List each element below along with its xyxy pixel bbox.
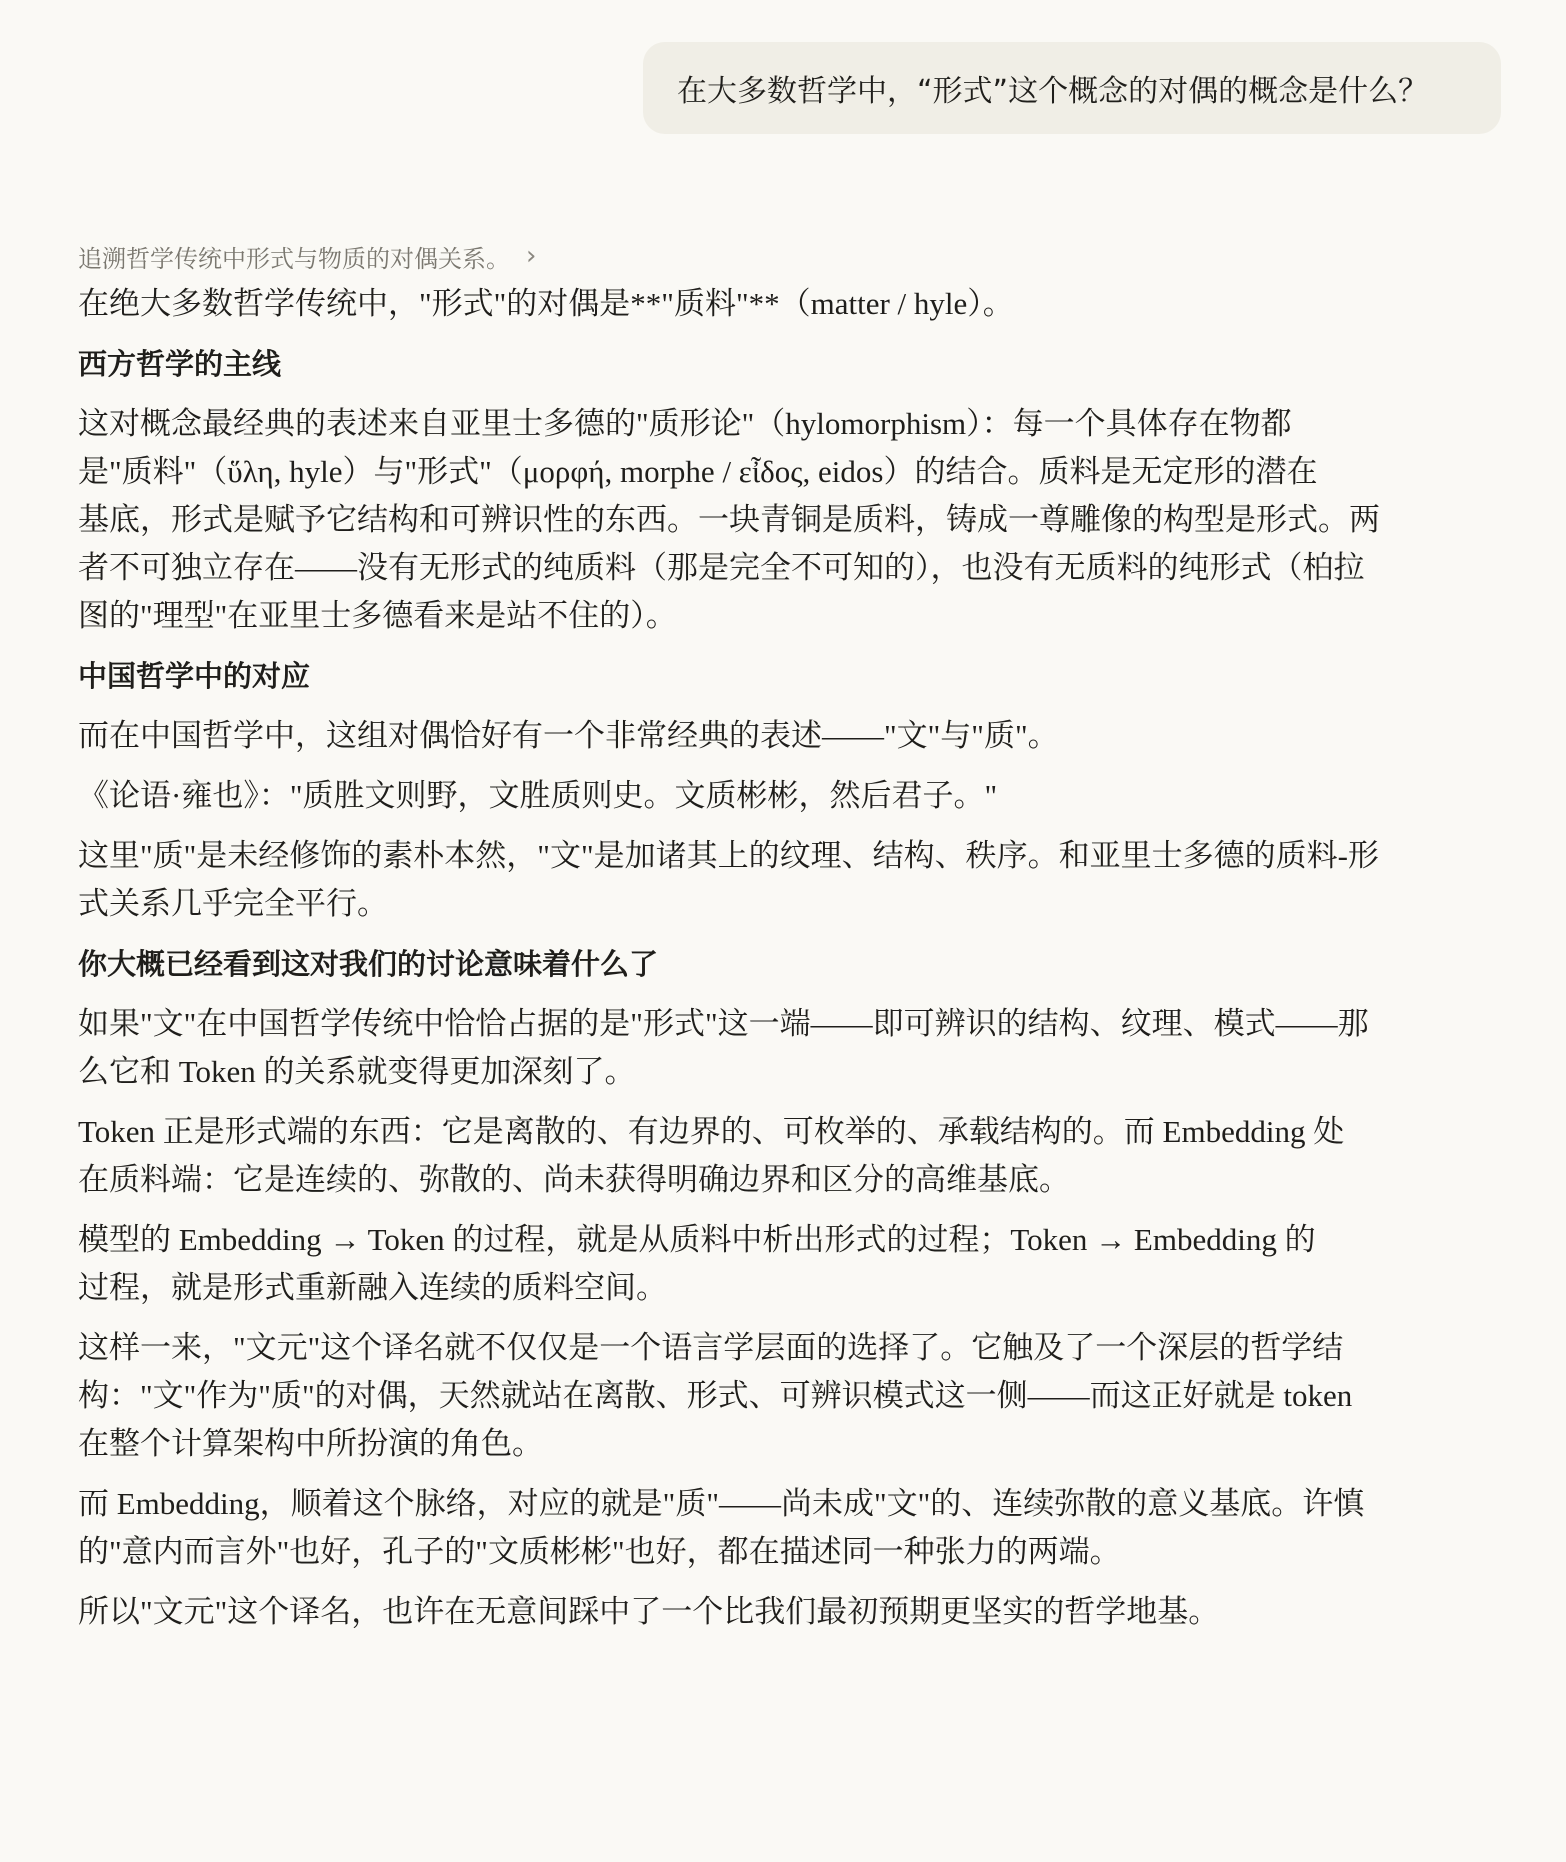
paragraph-token-embedding: Token 正是形式端的东西：它是离散的、有边界的、可枚举的、承载结构的。而 Embedding 处 在质料端：它是连续的、弥散的、尚未获得明确边界和区分的高维基底。	[78, 1114, 1345, 1197]
paragraph-zhi-explanation: 这里"质"是未经修饰的素朴本然，"文"是加诸其上的纹理、结构、秩序。和亚里士多德的质料-形 式关系几乎完全平行。	[78, 838, 1379, 921]
user-message-text: 在大多数哲学中，“形式”这个概念的对偶的概念是什么？	[677, 74, 1429, 109]
paragraph-hylomorphism: 这对概念最经典的表述来自亚里士多德的"质形论"（hylomorphism）：每一个具体存在物都 是"质料"（ὕλη, hyle）与"形式"（μορφή, morphe / εἶδος, eidos）的结合。质料是无定形的潜在 基底，形式是赋予它结构和可辨识性的东西。一块青铜是质料，铸成一尊雕像的构型是形式。两 者不可独立存在——没有无形式的纯质料（那是完全不可知的），也没有无质料的纯形式（柏拉 图的"理型"在亚里士多德看来是站不住的）。	[78, 406, 1380, 633]
paragraph-embedding-zhi: 而 Embedding，顺着这个脉络，对应的就是"质"——尚未成"文"的、连续弥散的意义基底。许慎 的"意内而言外"也好，孔子的"文质彬彬"也好，都在描述同一种张力的两端。	[78, 1486, 1365, 1569]
section-heading-chinese: 中国哲学中的对应	[78, 659, 311, 693]
section-heading-implication: 你大概已经看到这对我们的讨论意味着什么了	[78, 947, 659, 981]
paragraph-wenyuan: 这样一来，"文元"这个译名就不仅仅是一个语言学层面的选择了。它触及了一个深层的哲学结 构："文"作为"质"的对偶，天然就站在离散、形式、可辨识模式这一侧——而这正好就是 token 在整个计算架构中所扮演的角色。	[78, 1330, 1353, 1461]
section-heading-western: 西方哲学的主线	[78, 347, 282, 381]
user-message-bubble	[643, 42, 1501, 134]
assistant-response	[78, 232, 1448, 1636]
paragraph-process: 模型的 Embedding → Token 的过程，就是从质料中析出形式的过程；Token → Embedding 的 过程，就是形式重新融入连续的质料空间。	[78, 1222, 1316, 1305]
quote-lunyu: 《论语·雍也》："质胜文则野，文胜质则史。文质彬彬，然后君子。"	[78, 778, 998, 813]
thinking-summary-text: 追溯哲学传统中形式与物质的对偶关系。	[78, 244, 510, 273]
paragraph-wen-zhi: 而在中国哲学中，这组对偶恰好有一个非常经典的表述——"文"与"质"。	[78, 718, 1059, 753]
chevron-right-icon: ›	[526, 241, 537, 271]
paragraph-conclusion: 所以"文元"这个译名，也许在无意间踩中了一个比我们最初预期更坚实的哲学地基。	[78, 1594, 1220, 1629]
paragraph-wen-token: 如果"文"在中国哲学传统中恰恰占据的是"形式"这一端——即可辨识的结构、纹理、模式——那 么它和 Token 的关系就变得更加深刻了。	[78, 1006, 1369, 1089]
response-intro: 在绝大多数哲学传统中，"形式"的对偶是**"质料"**（matter / hyle）。	[78, 286, 1014, 321]
thinking-summary-toggle[interactable]	[78, 232, 1448, 280]
